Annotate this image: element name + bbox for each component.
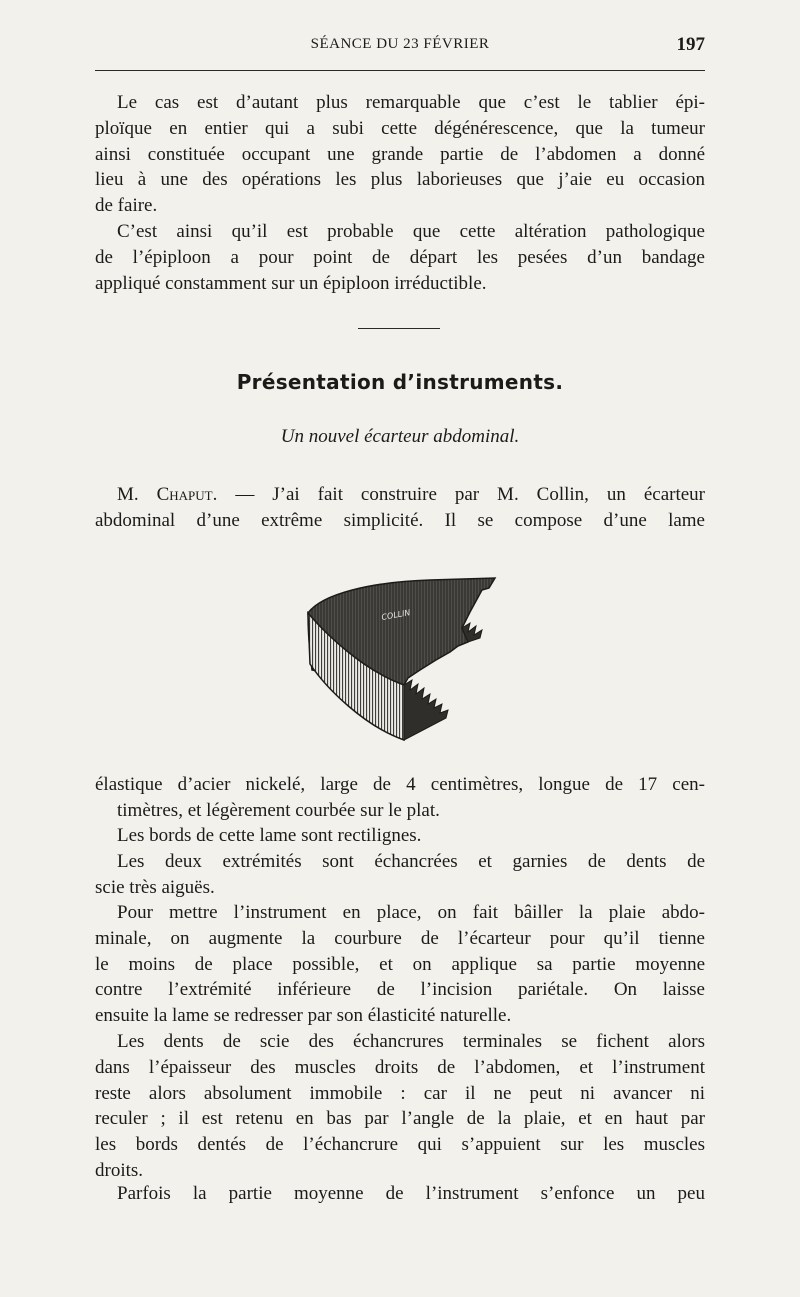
page-number: 197 xyxy=(676,34,705,55)
header-rule xyxy=(95,70,705,71)
text-line: Les dents de scie des échancrures terminales se fichent alors xyxy=(117,1031,705,1052)
section-title: Présentation d’instruments. xyxy=(236,370,564,394)
paragraph-epiploon xyxy=(95,219,705,296)
text-line: reculer ; il est retenu en bas par l’angle de la plaie, et en haut par xyxy=(95,1108,705,1130)
engraved-label: COLLIN xyxy=(380,608,412,622)
paragraph-chaput xyxy=(95,482,705,534)
text-line: C’est ainsi qu’il est probable que cette altération pathologique xyxy=(117,221,705,242)
text-line: ainsi constituée occupant une grande partie de l’abdomen a donné xyxy=(95,143,705,165)
paragraph-bords xyxy=(95,823,705,849)
text-line: reste alors absolument immobile : car il ne peut ni avancer ni xyxy=(95,1082,705,1104)
text-line: droits. xyxy=(95,1159,144,1181)
blade-teeth-lower xyxy=(404,680,448,740)
section-subtitle: Un nouvel écarteur abdominal. xyxy=(280,426,520,447)
text-line: Les bords de cette lame sont rectilignes. xyxy=(117,825,422,846)
text-line: le moins de place possible, et on applique sa partie moyenne xyxy=(95,953,705,975)
text-line: de l’épiploon a pour point de départ les pesées d’un bandage xyxy=(95,246,705,268)
text-line: Parfois la partie moyenne de l’instrument s’enfonce un peu xyxy=(117,1183,705,1204)
text-line: timètres, et légèrement courbée sur le plat. xyxy=(117,799,440,821)
text-line: ensuite la lame se redresser par son élasticité naturelle. xyxy=(95,1005,512,1027)
paragraph-extremites xyxy=(95,849,705,901)
paragraph-tablier xyxy=(95,90,705,219)
text-line: scie très aiguës. xyxy=(95,876,215,898)
text-line: dans l’épaisseur des muscles droits de l’abdomen, et l’instrument xyxy=(95,1056,705,1078)
text-line: de faire. xyxy=(95,195,158,217)
retractor-illustration xyxy=(300,568,510,744)
text-line: contre l’extrémité inférieure de l’incision pariétale. On laisse xyxy=(95,979,705,1001)
text-line: Le cas est d’autant plus remarquable que c’est le tablier épi- xyxy=(117,92,705,113)
page-header xyxy=(95,34,705,60)
text-line: ploïque en entier qui a subi cette dégénérescence, que la tumeur xyxy=(95,117,705,139)
paragraph-mise-en-place xyxy=(95,900,705,1029)
text-line: lieu à une des opérations les plus laborieuses que j’aie eu occasion xyxy=(95,169,705,191)
text-line: élastique d’acier nickelé, large de 4 centimètres, longue de 17 cen- xyxy=(95,774,705,795)
text-line: appliqué constamment sur un épiploon irréductible. xyxy=(95,272,487,294)
paragraph-lame xyxy=(95,772,705,824)
paragraph-dents xyxy=(95,1029,705,1184)
section-divider xyxy=(358,328,440,329)
text-line: abdominal d’une extrême simplicité. Il se compose d’une lame xyxy=(95,509,705,531)
text-line-rest: — J’ai fait construire par M. Collin, un écarteur xyxy=(235,484,705,505)
speaker-name: M. Chaput. xyxy=(117,484,218,505)
text-line: minale, on augmente la courbure de l’écarteur pour qu’il tienne xyxy=(95,927,705,949)
text-line: Pour mettre l’instrument en place, on fait bâiller la plaie abdo- xyxy=(117,902,705,923)
running-head: SÉANCE DU 23 FÉVRIER xyxy=(310,36,490,52)
paragraph-parfois xyxy=(95,1181,705,1207)
text-line: les bords dentés de l’échancrure qui s’appuient sur les muscles xyxy=(95,1134,705,1156)
text-line xyxy=(95,482,705,508)
text-line: Les deux extrémités sont échancrées et garnies de dents de xyxy=(117,851,705,872)
